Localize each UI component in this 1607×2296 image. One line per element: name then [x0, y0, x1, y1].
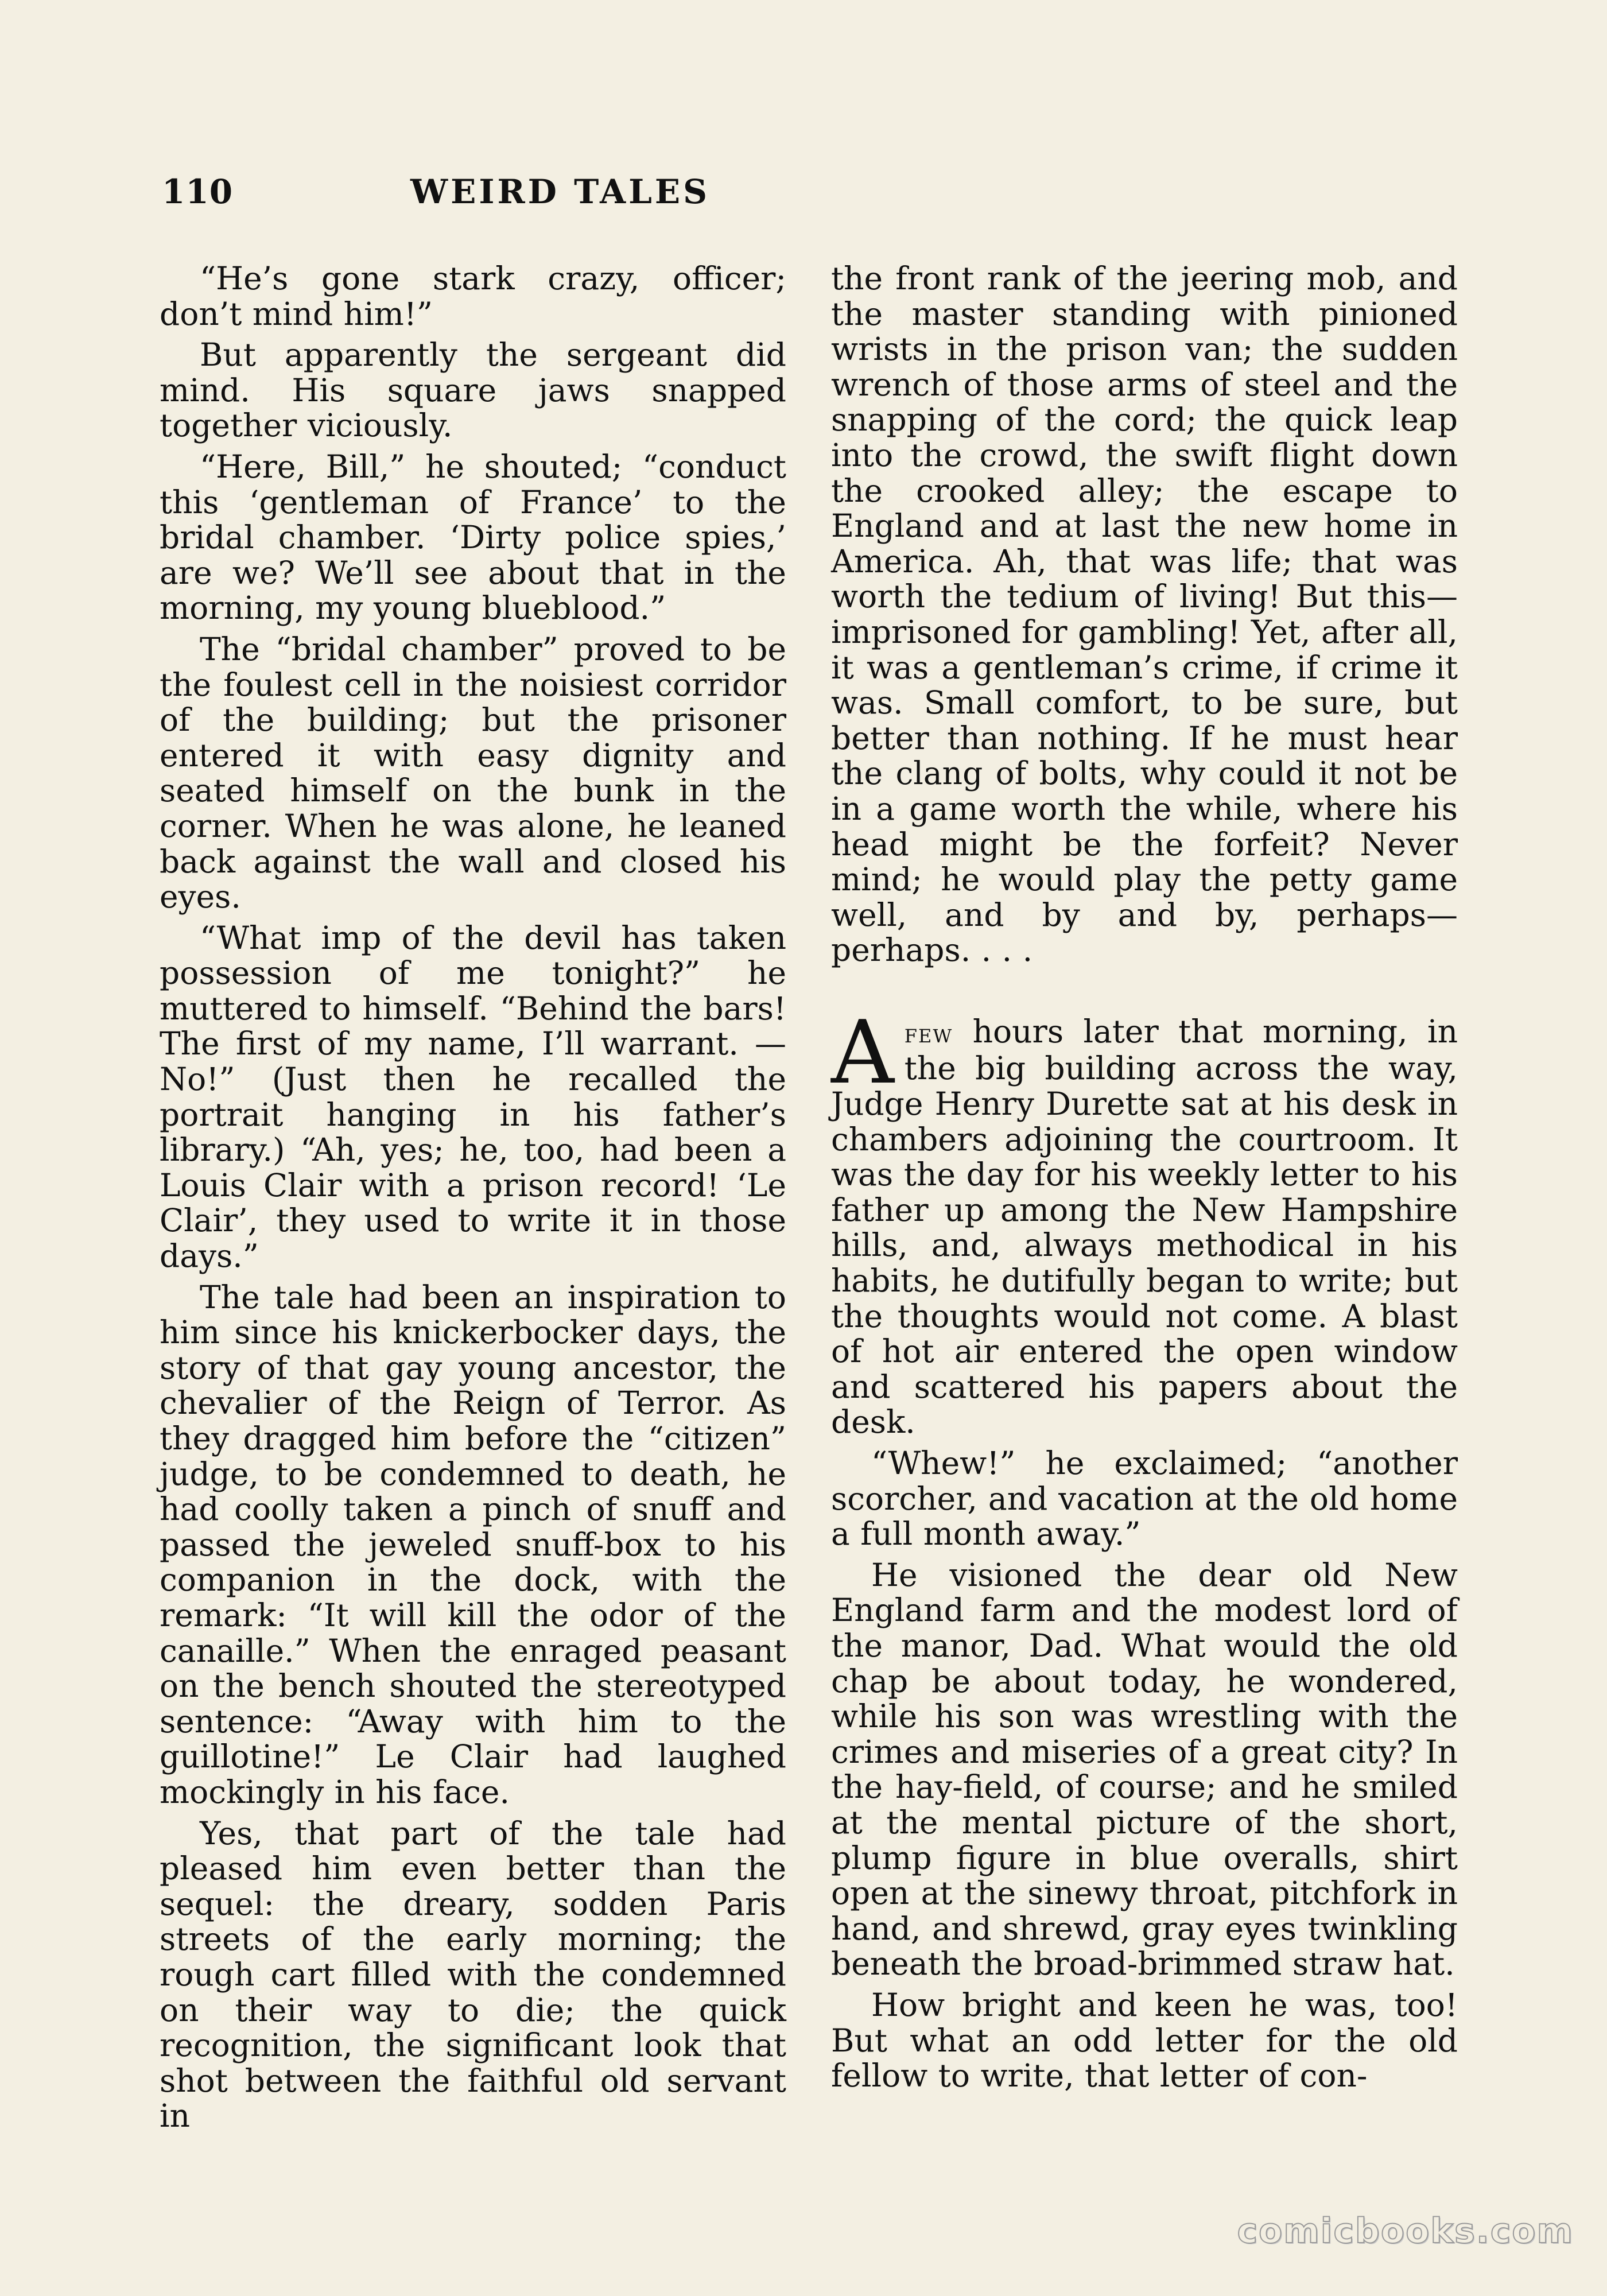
paragraph: “Whew!” he exclaimed; “another scorcher, and vacation at the old home a full month away.”: [831, 1445, 1458, 1553]
paragraph: “He’s gone stark crazy, officer; don’t mind him!”: [160, 260, 786, 332]
paragraph: He visioned the dear old New England farm and the modest lord of the manor, Dad. What would the old chap be about today, he wondered, while his son was wrestling with the crimes and miseries of a great city? In the hay-field, of course; and he smiled at the mental picture of the short, plump figure in blue overalls, shirt open at the sinewy throat, pitchfork in hand, and shrewd, gray eyes twinkling beneath the broad-brimmed straw hat.: [831, 1556, 1458, 1983]
section-break: [831, 974, 1458, 1014]
page-number: 110: [162, 172, 234, 211]
opening-text: hours later that morning, in the big building across the way, Judge Henry Durette sat at his desk in chambers adjoining the courtroom. It was the day for his weekly letter to his father up among the New Hampshire hills, and, always methodical in his habits, he dutifully began to write; but the thoughts would not come. A blast of hot air entered the open window and scattered his papers about the desk.: [831, 1013, 1458, 1441]
paragraph: But apparently the sergeant did mind. His square jaws snapped together viciously.: [160, 336, 786, 444]
page-header: [162, 172, 958, 224]
smallcaps-lead: few: [904, 1017, 953, 1049]
paragraph: “What imp of the devil has taken possession of me tonight?” he muttered to himself. “Behind the bars! The first of my name, I’ll warrant. —No!” (Just then he recalled the portrait hanging in his father’s library.) “Ah, yes; he, too, had been a Louis Clair with a prison record! ‘Le Clair’, they used to write it in those days.”: [160, 919, 786, 1275]
drop-cap: A: [831, 1001, 894, 1103]
right-column: [831, 261, 1458, 2100]
paragraph: Yes, that part of the tale had pleased him even better than the sequel: the dreary, sodden Paris streets of the early morning; the rough cart filled with the condemned on their way to die; the quick recognition, the significant look that shot between the faithful old servant in: [160, 1814, 786, 2135]
site-watermark: comicbooks.com: [1237, 2211, 1574, 2251]
paragraph: How bright and keen he was, too! But what an odd letter for the old fellow to write, that letter of con-: [831, 1986, 1458, 2095]
left-column: [160, 261, 786, 2140]
section-opening-paragraph: [831, 1001, 1458, 1441]
paragraph: The “bridal chamber” proved to be the foulest cell in the noisiest corridor of the building; but the prisoner entered it with easy dignity and seated himself on the bunk in the corner. When he was alone, he leaned back against the wall and closed his eyes.: [160, 630, 786, 916]
paragraph: The tale had been an inspiration to him since his knickerbocker days, the story of that gay young ancestor, the chevalier of the Reign of Terror. As they dragged him before the “citizen” judge, to be condemned to death, he had coolly taken a pinch of snuff and passed the jeweled snuff-box to his companion in the dock, with the remark: “It will kill the odor of the canaille.” When the enraged peasant on the bench shouted the stereotyped sentence: “Away with him to the guillotine!” Le Clair had laughed mockingly in his face.: [160, 1278, 786, 1810]
running-title: WEIRD TALES: [410, 172, 711, 211]
paragraph: “Here, Bill,” he shouted; “conduct this ‘gentleman of France’ to the bridal chamber. ‘Dirty police spies,’ are we? We’ll see about that in the morning, my young blueblood.”: [160, 448, 786, 627]
paragraph-continuation: the front rank of the jeering mob, and the master standing with pinioned wrists in the prison van; the sudden wrench of those arms of steel and the snapping of the cord; the quick leap into the crowd, the swift flight down the crooked alley; the escape to England and at last the new home in America. Ah, that was life; that was worth the tedium of living! But this—imprisoned for gambling! Yet, after all, it was a gentleman’s crime, if crime it was. Small comfort, to be sure, but better than nothing. If he must hear the clang of bolts, why could it not be in a game worth the while, where his head might be the forfeit? Never mind; he would play the petty game well, and by and by, perhaps—perhaps. . . .: [831, 260, 1458, 969]
